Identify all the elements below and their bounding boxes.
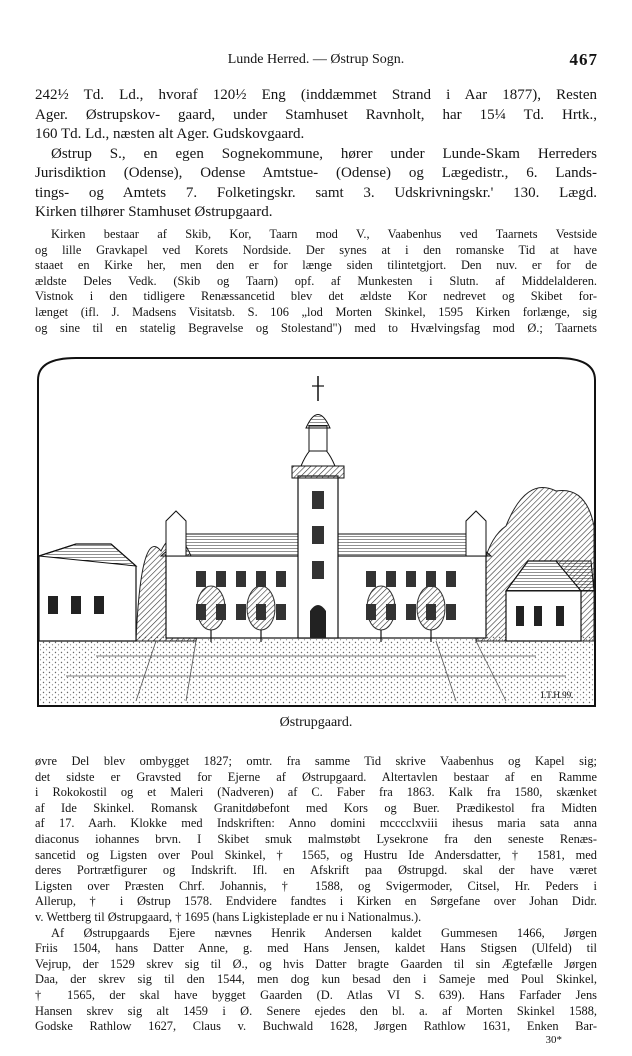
text-line: † 1565, der skal have bygget Gaarden (D. Atlas VI S. 639). Hans Farfader Jens <box>35 987 597 1002</box>
text-line: diaconus iohannes brvn. I Skibet smuk malmstøbt Lysekrone fra den seneste Renæs- <box>35 831 597 846</box>
text-line: Vistnok i den tidligere Renæssancetid blev det ældste Kor nedrevet og Skibet for- <box>35 289 597 304</box>
text-line: 242½ Td. Ld., hvoraf 120½ Eng (inddæmmet Strand i Aar 1877), Resten <box>35 87 597 103</box>
text-line: Kirken bestaar af Skib, Kor, Taarn mod V., Vaabenhus ved Taarnets Vestside <box>51 227 597 241</box>
text-line: Vejrup, der 1529 skrev sig til Ø., og hvis Datter bragte Gaarden til sin Ægtefælle Jørgen <box>35 956 597 971</box>
text-line: staaet en Kirke her, men den er for længe siden tilintetgjort. Den nuv. er for de <box>35 258 597 273</box>
text-line: det sidste er Gravsted for Ejerne af Østrupgaard. Altertavlen bestaar af en Ramme <box>35 769 597 784</box>
text-line: af Ide Skinkel. Romansk Granitdøbefont med Kors og Buer. Prædikestol fra Midten <box>35 800 597 815</box>
text-line: og lille Gravkapel ved Korets Nordside. Der synes at i den romanske Tid at have <box>35 242 597 257</box>
text-line: deres Portrætfigurer og Indskrift. Ifl. en Afskrift paa Østrupgd. skal der have været <box>35 863 597 878</box>
text-block-intro <box>35 86 597 223</box>
text-line: Jurisdiktion (Odense), Odense Amtstue- (Odense) og Lægedistr., 6. Lands- <box>35 165 597 181</box>
text-line: sancetid og Ligsten over Poul Skinkel, † 1565, og Hustru Ide Andersdatter, † 1581, med <box>35 847 597 862</box>
text-line: Daa, der skrev sig til den 1544, men dog kun besad den i Sameje med Poul Skinkel, <box>35 972 597 987</box>
text-line: Ager. Østrupskov- gaard, under Stamhuset Ravnholt, har 15¼ Td. Hrtk., <box>35 106 597 123</box>
text-block-continuation <box>35 754 597 1035</box>
text-line: i Rokokostil og et Maleri (Nadveren) af C. Faber fra 1863. Kalk fra 1580, skænket <box>35 785 597 800</box>
text-line: Godske Rathlow 1627, Claus v. Buchwald 1628, Jørgen Rathlow 1631, Enken Bar- <box>35 1019 597 1034</box>
text-line: Hansen skrev sig alt 1459 i Ø. Senere ejedes den bl. a. af Morten Skinkel 1588, <box>35 1003 597 1018</box>
text-line: og sine til en statelig Begravelse og Stolestand") med to Hvælvingsfag mod Ø.; Taarnets <box>35 320 597 335</box>
signature-mark: 30* <box>545 1034 562 1046</box>
text-line: Ligsten over Præsten Chrf. Johannis, † 1588, og Svigermoder, Citsel, Hr. Peders i <box>35 878 597 893</box>
text-line: v. Wettberg til Østrupgaard, † 1695 (hans Ligkisteplade er nu i Nationalmus.). <box>35 909 422 924</box>
text-line: Østrup S., en egen Sognekommune, hører under Lunde-Skam Herreders <box>51 145 597 162</box>
running-head: Lunde Herred. — Østrup Sogn. <box>227 52 405 67</box>
manor-illustration <box>36 356 597 708</box>
text-line: Friis 1504, hans Datter Anne, g. med Hans Jensen, kaldet Hans Stigsen (Ulfeld) til <box>35 941 597 956</box>
text-line: øvre Del blev ombygget 1827; omtr. fra samme Tid skrive Vaabenhus og Kapel sig; <box>35 754 597 768</box>
text-block-church <box>35 227 597 336</box>
page-header <box>0 50 632 72</box>
text-line: længet (ifl. J. Madsens Visitatsb. S. 106 „lod Morten Skinkel, 1595 Kirken forlænge, sig <box>35 304 597 319</box>
text-line: af 17. Aarh. Klokke med Indskriften: Anno domini mcccclxviii ihesus maria sata anna <box>35 816 597 831</box>
page-number: 467 <box>569 50 598 69</box>
text-line: ældste Deles Vedk. (Skib og Taarn) opf. af Munkesten i Slutn. af Middelalderen. <box>35 273 597 288</box>
illustrator-signature: I.T.H.99. <box>541 690 574 700</box>
text-line: Af Østrupgaards Ejere nævnes Henrik Andersen kaldet Gummesen 1466, Jørgen <box>51 925 597 940</box>
figure-caption: Østrupgaard. <box>279 715 353 730</box>
text-line: 160 Td. Ld., næsten alt Ager. Gudskovgaard. <box>35 126 305 142</box>
text-line: tings- og Amtets 7. Folketingskr. samt 3. Udskrivningskr.' 130. Lægd. <box>35 184 597 201</box>
text-line: Kirken tilhører Stamhuset Østrupgaard. <box>35 204 273 220</box>
text-line: Allerup, † i Østrup 1578. Endvidere fandtes i Kirken en Sørgefane over Johan Didr. <box>35 894 597 909</box>
